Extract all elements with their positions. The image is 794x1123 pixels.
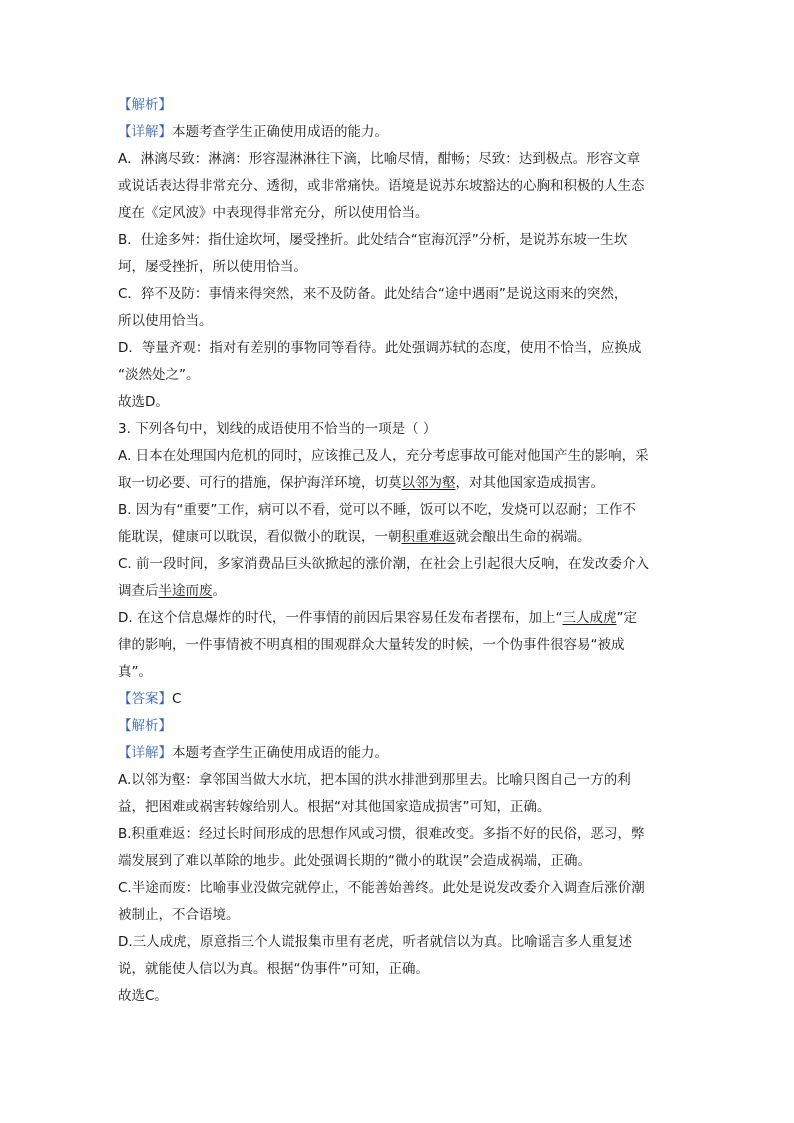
option-a-explanation-1: A．淋漓尽致：淋漓：形容湿淋淋往下滴，比喻尽情，酣畅；尽致：达到极点。形容文章 <box>118 151 641 167</box>
text-segment: 调查后 <box>118 583 159 599</box>
question-option-b-1: B. 因为有“重要”工作，病可以不看，觉可以不睡，饭可以不吃，发烧可以忍耐；工作不 <box>118 502 636 518</box>
option-d-explanation-2: 说，就能使人信以为真。根据“伪事件”可知，正确。 <box>118 961 429 977</box>
question-option-d-1 <box>118 605 678 632</box>
text-segment: 能耽误，健康可以耽误，看似微小的耽误，一朝 <box>118 529 402 545</box>
option-d-explanation-2: “淡然处之”。 <box>118 367 200 383</box>
underlined-idiom: 积重难返 <box>401 529 456 545</box>
option-b-explanation-1: B．仕途多舛：指仕途坎坷，屡受挫折。此处结合“宦海沉浮”分析，是说苏东坡一生坎 <box>118 232 628 248</box>
document-page <box>118 92 678 1010</box>
detail-tag: 【详解】 <box>118 745 172 761</box>
answer-tag: 【答案】 <box>118 691 172 707</box>
detail-text: 本题考查学生正确使用成语的能力。 <box>172 745 388 761</box>
text-segment: 。 <box>212 583 226 599</box>
option-b-explanation-1: B.积重难返：经过长时间形成的思想作风或习惯，很难改变。多指不好的民俗，恶习，弊 <box>118 826 645 842</box>
underlined-idiom: 以邻为壑 <box>401 475 456 491</box>
answer-choice: 故选C。 <box>118 988 168 1004</box>
option-c-explanation-2: 被制止，不合语境。 <box>118 907 240 923</box>
detail-line <box>118 119 678 146</box>
detail-line <box>118 740 678 767</box>
answer-choice: 故选D。 <box>118 394 169 410</box>
detail-tag: 【详解】 <box>118 124 172 140</box>
option-c-explanation-1: C.半途而废：比喻事业没做完就停止，不能善始善终。此处是说发改委介入调查后涨价潮 <box>118 880 645 896</box>
underlined-idiom: 三人成虎 <box>562 610 617 626</box>
option-a-explanation-2: 益，把困难或祸害转嫁给别人。根据“对其他国家造成损害”可知，正确。 <box>118 799 551 815</box>
analysis-heading: 【解析】 <box>118 718 172 734</box>
option-a-explanation-2: 或说话表达得非常充分、透彻，或非常痛快。语境是说苏东坡豁达的心胸和积极的人生态 <box>118 178 645 194</box>
underlined-idiom: 半途而废 <box>158 583 213 599</box>
text-segment: ”定 <box>616 610 637 626</box>
option-a-explanation-3: 度在《定风波》中表现得非常充分，所以使用恰当。 <box>118 205 429 221</box>
option-d-explanation-1: D．等量齐观：指对有差别的事物同等看待。此处强调苏轼的态度，使用不恰当，应换成 <box>118 340 642 356</box>
detail-text: 本题考查学生正确使用成语的能力。 <box>172 124 388 140</box>
question-option-b-2 <box>118 524 678 551</box>
question-option-c-1: C. 前一段时间，多家消费品巨头欲掀起的涨价潮，在社会上引起很大反响，在发改委介入 <box>118 556 650 572</box>
option-a-explanation-1: A.以邻为壑：拿邻国当做大水坑，把本国的洪水排泄到那里去。比喻只图自己一方的利 <box>118 772 631 788</box>
option-c-explanation-2: 所以使用恰当。 <box>118 313 213 329</box>
question-option-d-2: 律的影响，一件事情被不明真相的围观群众大量转发的时候，一个伪事件很容易“被成 <box>118 637 625 653</box>
answer-value: C <box>172 691 182 707</box>
question-stem: 3. 下列各句中，划线的成语使用不恰当的一项是（ ） <box>118 421 437 437</box>
option-d-explanation-1: D.三人成虎，原意指三个人谎报集市里有老虎，听者就信以为真。比喻谣言多人重复述 <box>118 934 633 950</box>
option-b-explanation-2: 端发展到了难以革除的地步。此处强调长期的“微小的耽误”会造成祸端，正确。 <box>118 853 591 869</box>
analysis-heading: 【解析】 <box>118 97 172 113</box>
question-option-a-2 <box>118 470 678 497</box>
text-segment: 取一切必要、可行的措施，保护海洋环境，切莫 <box>118 475 402 491</box>
option-b-explanation-2: 坷，屡受挫折，所以使用恰当。 <box>118 259 307 275</box>
text-segment: 就会酿出生命的祸端。 <box>455 529 591 545</box>
question-option-c-2 <box>118 578 678 605</box>
text-segment: ，对其他国家造成损害。 <box>455 475 604 491</box>
text-segment: D. 在这个信息爆炸的时代，一件事情的前因后果容易任发布者摆布，加上“ <box>118 610 563 626</box>
option-c-explanation-1: C．猝不及防：事情来得突然，来不及防备。此处结合“途中遇雨”是说这雨来的突然， <box>118 286 628 302</box>
question-option-a-1: A. 日本在处理国内危机的同时，应该推己及人，充分考虑事故可能对他国产生的影响，采 <box>118 448 649 464</box>
question-option-d-3: 真”。 <box>118 664 152 680</box>
answer-line <box>118 686 678 713</box>
